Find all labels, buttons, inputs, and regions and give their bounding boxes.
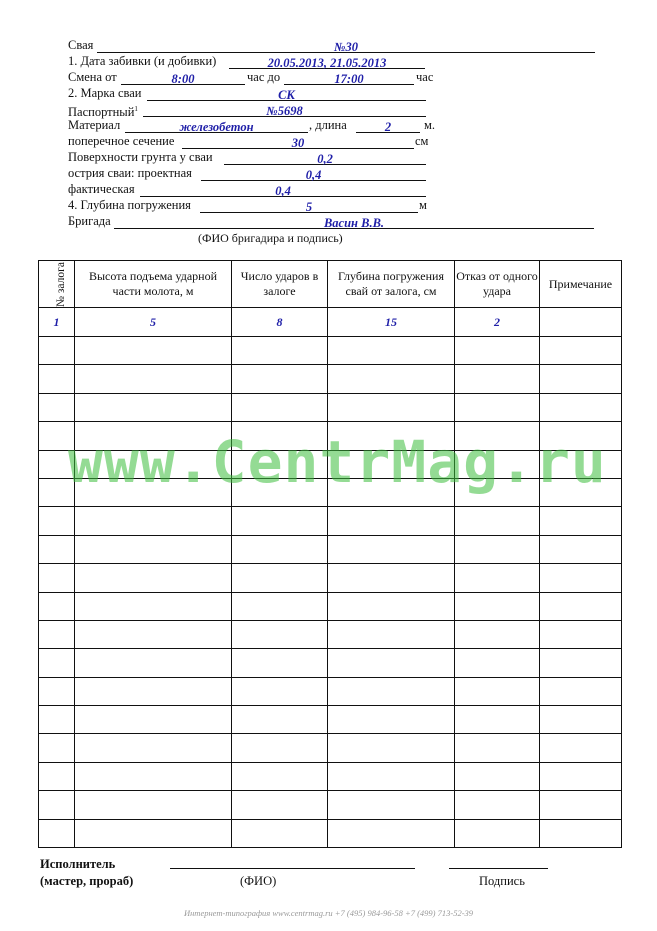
table-row [39,507,622,535]
table-cell[interactable] [328,365,455,393]
table-cell[interactable] [328,564,455,592]
material-field[interactable] [125,118,308,133]
table-cell[interactable] [75,791,232,819]
table-cell[interactable] [232,564,328,592]
table-cell[interactable]: 1 [39,308,75,337]
brigade-label: Бригада [68,214,111,228]
table-cell[interactable] [328,791,455,819]
pile-label: Свая [68,38,94,52]
table-cell[interactable]: 2 [455,308,540,337]
table-cell[interactable] [455,393,540,421]
table-cell[interactable] [455,706,540,734]
signature-line[interactable] [449,868,548,869]
table-row [39,706,622,734]
brigade-field[interactable] [114,214,594,229]
table-cell[interactable] [455,819,540,847]
table-cell[interactable] [75,365,232,393]
table-cell[interactable] [232,507,328,535]
table-cell[interactable]: 15 [328,308,455,337]
table-cell[interactable] [328,592,455,620]
actual-label: фактическая [68,182,135,196]
length-value: 2 [384,120,392,134]
table-cell[interactable] [328,393,455,421]
passport-value: №5698 [266,104,303,118]
table-cell[interactable] [455,620,540,648]
material-value: железобетон [179,120,254,134]
hour-label: час [416,70,434,84]
table-cell[interactable] [455,592,540,620]
table-cell[interactable] [328,706,455,734]
shift-to-label: час до [247,70,281,84]
table-cell[interactable] [75,564,232,592]
table-cell[interactable] [39,592,75,620]
pile-value: №30 [334,40,358,54]
table-cell[interactable] [39,649,75,677]
watermark: www.CentrMag.ru [68,428,607,496]
section-unit: см [415,134,429,148]
table-cell[interactable] [232,535,328,563]
table-cell[interactable] [328,649,455,677]
table-cell[interactable] [540,592,622,620]
table-cell[interactable] [75,762,232,790]
table-cell[interactable] [540,308,622,337]
table-row [39,734,622,762]
table-cell[interactable] [75,649,232,677]
depth-value: 5 [305,200,313,214]
table-cell[interactable] [232,819,328,847]
table-row [39,592,622,620]
executor-label: Исполнитель (мастер, прораб) [40,857,134,888]
col-header-height: Высота подъема ударной части молота, м [75,261,232,308]
table-cell[interactable] [328,620,455,648]
length-label: , длина [309,118,347,132]
shift-from-field[interactable] [121,70,245,85]
table-cell[interactable] [540,337,622,365]
fio-line[interactable] [170,868,415,869]
table-cell[interactable] [75,734,232,762]
table-cell[interactable] [455,564,540,592]
section-field[interactable] [182,134,414,149]
shift-from-label: Смена от [68,70,117,84]
table-cell[interactable] [540,535,622,563]
table-row [39,337,622,365]
table-cell[interactable] [75,592,232,620]
passport-label: Паспортный$^1$ [68,105,138,120]
printer-note: Интернет-типография www.centrmag.ru +7 (495) 984-96-58 +7 (499) 713-52-39 [183,908,474,918]
driving-log-table [38,260,622,848]
table-cell[interactable] [232,393,328,421]
table-cell[interactable] [455,762,540,790]
table-cell[interactable] [232,649,328,677]
section-value: 30 [291,136,305,150]
table-cell[interactable] [455,535,540,563]
table-cell[interactable] [75,706,232,734]
tip-design-value: 0,4 [305,168,322,182]
col-header-number: № залога [39,261,75,308]
table-cell[interactable] [540,791,622,819]
date-label: 1. Дата забивки (и добивки) [68,54,217,68]
tip-design-field[interactable] [201,166,426,181]
table-cell[interactable] [75,507,232,535]
col-header-depth: Глубина погружения свай от залога, см [328,261,455,308]
table-row [39,564,622,592]
mark-value: СК [278,88,295,102]
table-cell[interactable] [39,819,75,847]
table-cell[interactable] [540,564,622,592]
table-row [39,762,622,790]
fio-caption: (ФИО) [240,874,277,888]
table-cell[interactable] [39,393,75,421]
table-cell[interactable] [39,762,75,790]
col-header-blows: Число ударов в залоге [232,261,328,308]
table-cell[interactable] [328,337,455,365]
pile-field[interactable] [97,38,595,53]
table-cell[interactable] [540,393,622,421]
depth-label: 4. Глубина погружения [68,198,191,212]
table-cell[interactable] [232,365,328,393]
material-label: Материал [68,118,121,132]
table-row [39,677,622,705]
footnote-mark: 1 [134,105,138,113]
table-cell[interactable] [328,734,455,762]
passport-field[interactable] [143,102,426,117]
table-cell[interactable] [540,365,622,393]
date-value: 20.05.2013, 21.05.2013 [267,56,387,70]
table-cell[interactable] [39,337,75,365]
table-cell[interactable] [39,535,75,563]
table-cell[interactable] [540,819,622,847]
table-cell[interactable] [232,620,328,648]
brigade-caption: (ФИО бригадира и подпись) [198,231,343,245]
table-cell[interactable] [328,677,455,705]
table-row [39,365,622,393]
table-cell[interactable] [39,677,75,705]
shift-to-field[interactable] [284,70,414,85]
table-cell[interactable] [328,819,455,847]
table-cell[interactable] [39,564,75,592]
surface-field[interactable] [224,150,426,165]
table-cell[interactable] [232,592,328,620]
table-cell[interactable] [455,649,540,677]
table-cell[interactable] [75,337,232,365]
table-cell[interactable] [39,734,75,762]
table-cell[interactable] [540,734,622,762]
table-row [39,791,622,819]
actual-field[interactable] [140,182,426,197]
table-cell[interactable] [232,762,328,790]
table-row [39,393,622,421]
table-row [39,535,622,563]
table-cell[interactable] [328,507,455,535]
table-cell[interactable] [455,337,540,365]
table-cell[interactable] [455,677,540,705]
table-cell[interactable] [39,620,75,648]
table-cell[interactable] [540,620,622,648]
table-cell[interactable] [455,734,540,762]
table-cell[interactable] [75,620,232,648]
length-unit: м. [424,118,436,132]
table-cell[interactable] [455,365,540,393]
brigade-value: Васин В.В. [323,216,385,230]
date-field[interactable] [229,54,425,69]
table-cell[interactable] [39,507,75,535]
table-row [39,308,622,337]
signature-caption: Подпись [479,874,525,888]
table-cell[interactable] [540,649,622,677]
table-cell[interactable] [328,535,455,563]
shift-to-value: 17:00 [334,72,364,86]
depth-field[interactable] [200,198,418,213]
table-cell[interactable] [540,677,622,705]
col-header-refusal: Отказ от одного удара [455,261,540,308]
table-cell[interactable] [75,535,232,563]
col-header-note: Примечание [540,261,622,308]
tip-design-label: острия сваи: проектная [68,166,192,180]
table-cell[interactable] [540,507,622,535]
table-cell[interactable]: 5 [75,308,232,337]
table-cell[interactable] [75,819,232,847]
table-cell[interactable] [455,507,540,535]
table-cell[interactable] [540,762,622,790]
surface-label: Поверхности грунта у сваи [68,150,213,164]
table-header-row [39,261,622,308]
table-cell[interactable] [75,393,232,421]
table-cell[interactable] [540,706,622,734]
table-cell[interactable] [232,706,328,734]
surface-value: 0,2 [317,152,333,166]
table-cell[interactable] [232,791,328,819]
section-label: поперечное сечение [68,134,175,148]
table-cell[interactable]: 8 [232,308,328,337]
table-row [39,819,622,847]
shift-from-value: 8:00 [171,72,195,86]
table-row [39,649,622,677]
table-cell[interactable] [75,677,232,705]
depth-unit: м [419,198,427,212]
table-cell[interactable] [39,706,75,734]
table-cell[interactable] [455,791,540,819]
table-cell[interactable] [328,762,455,790]
table-cell[interactable] [39,365,75,393]
mark-label: 2. Марка сваи [68,86,142,100]
mark-field[interactable] [147,86,426,101]
length-field[interactable] [356,118,420,133]
table-cell[interactable] [232,337,328,365]
table-cell[interactable] [39,791,75,819]
table-cell[interactable] [232,677,328,705]
table-row [39,620,622,648]
table-cell[interactable] [232,734,328,762]
actual-value: 0,4 [275,184,291,198]
